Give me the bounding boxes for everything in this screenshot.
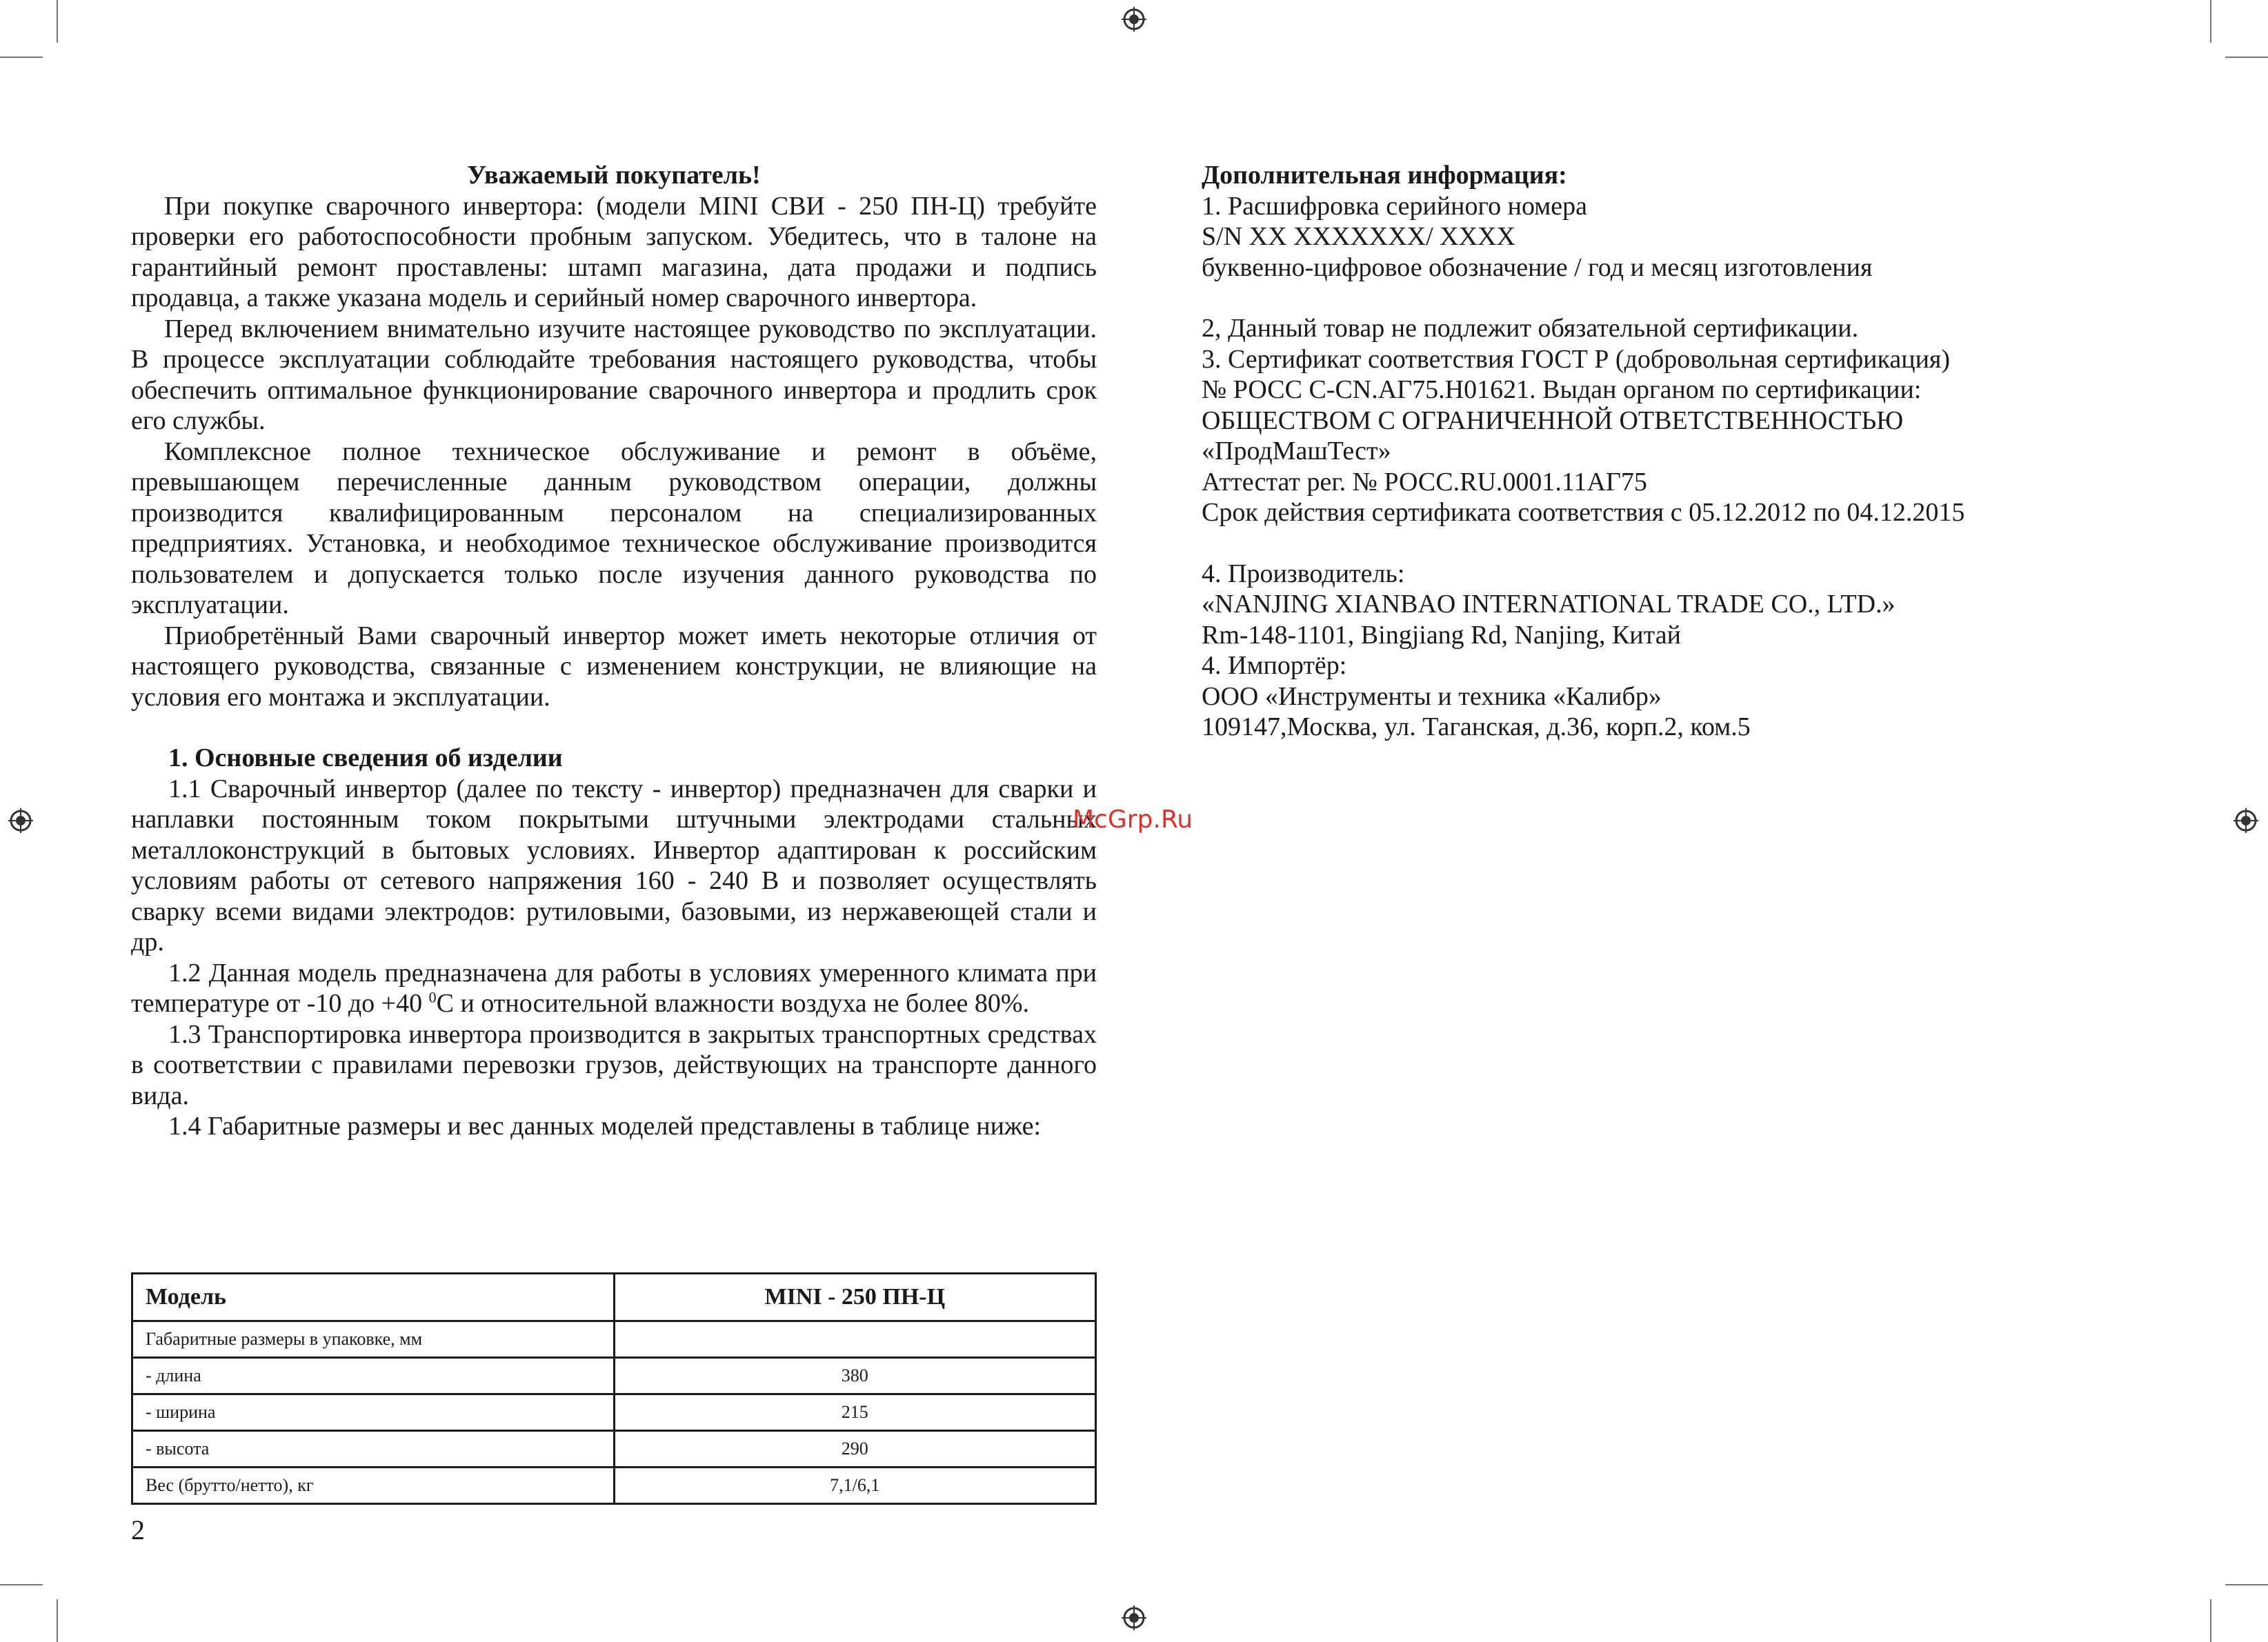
- info-line: № РОСС C-CN.АГ75.Н01621. Выдан органом по сертификации:: [1202, 375, 1922, 404]
- crop-mark: [2225, 57, 2268, 58]
- intro-paragraph: Перед включением внимательно изучите настоящее руководство по эксплуатации. В процессе эксплуатации соблюдайте требования настоящего руководства, чтобы обеспечить оптимальное функционирование сварочного инвертора и продлить срок его службы.: [131, 314, 1097, 435]
- paragraph-1-2: 1.2 Данная модель предназначена для работы в условиях умеренного климата при температуре от -10 до +40 $^0$С и относительной влажности воздуха не более 80%.: [131, 958, 1097, 1018]
- table-row: [132, 1394, 1096, 1431]
- table-row: [132, 1431, 1096, 1468]
- info-line: 1. Расшифровка серийного номера: [1202, 191, 1588, 221]
- table-cell: - высота: [132, 1431, 615, 1468]
- info-line: ООО «Инструменты и техника «Калибр»: [1202, 681, 1662, 711]
- section-title: 1. Основные сведения об изделии: [168, 743, 563, 772]
- table-cell: 380: [614, 1358, 1095, 1394]
- info-line: 4. Производитель:: [1202, 559, 1405, 588]
- intro-paragraph: Комплексное полное техническое обслуживание и ремонт в объёме, превышающем перечисленные данным руководством операции, должны производится квалифицированным персоналом на специализированных предприятиях. Установка, и необходимое техническое обслуживание производится пользователем и допускается только после изучения данного руководства по эксплуатации.: [131, 437, 1097, 619]
- info-line: Срок действия сертификата соответствия с 05.12.2012 по 04.12.2015: [1202, 498, 1965, 527]
- crop-mark: [0, 57, 43, 58]
- table-row: [132, 1468, 1096, 1504]
- paragraph-1-4: 1.4 Габаритные размеры и вес данных моделей представлены в таблице ниже:: [168, 1112, 1042, 1141]
- crop-mark: [2225, 1584, 2268, 1585]
- info-line: S/N XX XXXXXXX/ XXXX: [1202, 222, 1515, 251]
- table-cell: 7,1/6,1: [614, 1468, 1095, 1504]
- table-cell: Вес (брутто/нетто), кг: [132, 1468, 615, 1504]
- crop-mark: [2210, 0, 2211, 43]
- info-line: ОБЩЕСТВОМ С ОГРАНИЧЕННОЙ ОТВЕТСТВЕННОСТЬЮ: [1202, 406, 1904, 435]
- info-line: «ПродМашТест»: [1202, 437, 1391, 465]
- table-cell: 290: [614, 1431, 1095, 1468]
- table-header-cell: Модель: [132, 1274, 615, 1321]
- info-line: 4. Импортёр:: [1202, 651, 1347, 680]
- info-line: 3. Сертификат соответствия ГОСТ Р (добровольная сертификация): [1202, 344, 1951, 374]
- paragraph-1-3: 1.3 Транспортировка инвертора производится в закрытых транспортных средствах в соответствии с правилами перевозки грузов, действующих на транспорте данного вида.: [131, 1019, 1097, 1110]
- table-row: [132, 1358, 1096, 1394]
- registration-mark-icon: [8, 808, 33, 833]
- info-line: Rm-148-1101, Bingjiang Rd, Nanjing, Китай: [1202, 620, 1681, 650]
- table-header-row: [132, 1274, 1096, 1321]
- table-row: [132, 1321, 1096, 1358]
- right-column: [1202, 160, 2167, 743]
- table-cell: [614, 1321, 1095, 1358]
- info-line: «NANJING XIANBAO INTERNATIONAL TRADE CO., LTD.»: [1202, 590, 1896, 619]
- left-column: [131, 160, 1097, 1142]
- table-cell: Габаритные размеры в упаковке, мм: [132, 1321, 615, 1358]
- additional-info-title: Дополнительная информация:: [1202, 161, 1567, 190]
- table-cell: - ширина: [132, 1394, 615, 1431]
- crop-mark: [0, 1584, 43, 1585]
- paragraph-1-1: 1.1 Сварочный инвертор (далее по тексту - инвертор) предназначен для сварки и наплавки постоянным током покрытыми штучными электродами стальных металлоконструкций в бытовых условиях. Инвертор адаптирован к российским условиям работы от сетевого напряжения 160 - 240 В и позволяет осуществлять сварку всеми видами электродов: рутиловыми, базовыми, из нержавеющей стали и др.: [131, 774, 1097, 957]
- intro-paragraph: При покупке сварочного инвертора: (модели MINI СВИ - 250 ПН-Ц) требуйте проверки его работоспособности пробным запуском. Убедитесь, что в талоне на гарантийный ремонт проставлены: штамп магазина, дата продажи и подпись продавца, а также указана модель и серийный номер сварочного инвертора.: [131, 191, 1097, 312]
- greeting-title: Уважаемый покупатель!: [467, 161, 761, 190]
- info-line: 109147,Москва, ул. Таганская, д.36, корп.2, ком.5: [1202, 712, 1751, 741]
- crop-mark: [57, 0, 58, 43]
- table-cell: 215: [614, 1394, 1095, 1431]
- table-cell: - длина: [132, 1358, 615, 1394]
- watermark: McGrp.Ru: [1073, 805, 1193, 834]
- dimensions-table: [131, 1272, 1097, 1505]
- info-line: 2, Данный товар не подлежит обязательной сертификации.: [1202, 314, 1859, 343]
- info-line: Аттестат рег. № РОСС.RU.0001.11АГ75: [1202, 467, 1647, 497]
- registration-mark-icon: [2234, 808, 2258, 833]
- table-header-cell: MINI - 250 ПН-Ц: [614, 1274, 1095, 1321]
- crop-mark: [2210, 1599, 2211, 1642]
- registration-mark-icon: [1122, 7, 1146, 32]
- info-line: буквенно-цифровое обозначение / год и месяц изготовления: [1202, 252, 1873, 282]
- crop-mark: [57, 1599, 58, 1642]
- registration-mark-icon: [1122, 1605, 1146, 1630]
- intro-paragraph: Приобретённый Вами сварочный инвертор может иметь некоторые отличия от настоящего руководства, связанные с изменением конструкции, не влияющие на условия его монтажа и эксплуатации.: [131, 621, 1097, 712]
- page-number: 2: [131, 1514, 145, 1545]
